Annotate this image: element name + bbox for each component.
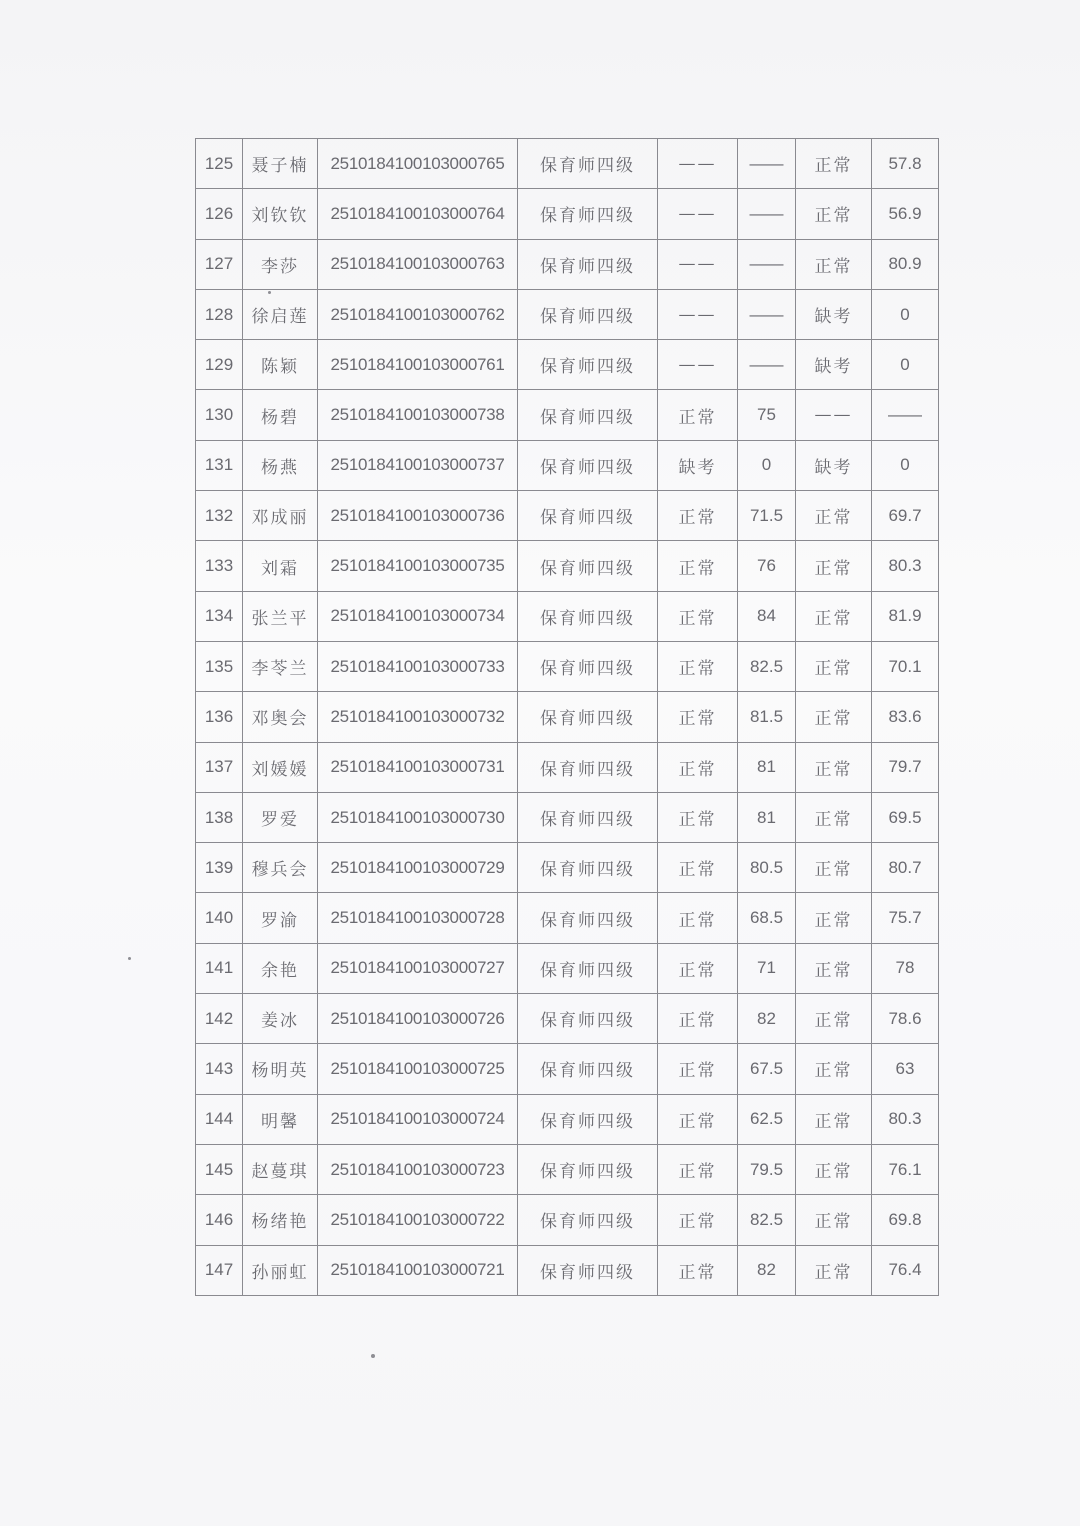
candidate-name: 杨燕 <box>243 440 318 490</box>
theory-score: 84 <box>738 591 796 641</box>
skill-status: 正常 <box>796 1245 872 1295</box>
skill-score: 70.1 <box>872 641 939 691</box>
exam-level: 保育师四级 <box>518 189 658 239</box>
candidate-name: 邓成丽 <box>243 491 318 541</box>
row-number: 141 <box>196 943 243 993</box>
row-number: 143 <box>196 1044 243 1094</box>
theory-score: 82.5 <box>738 641 796 691</box>
skill-status: 正常 <box>796 189 872 239</box>
row-number: 142 <box>196 994 243 1044</box>
row-number: 146 <box>196 1195 243 1245</box>
table-row <box>196 994 939 1044</box>
theory-score: 82.5 <box>738 1195 796 1245</box>
theory-score: 76 <box>738 541 796 591</box>
skill-status: 正常 <box>796 239 872 289</box>
table-row <box>196 1144 939 1194</box>
skill-score: 69.7 <box>872 491 939 541</box>
row-number: 140 <box>196 893 243 943</box>
candidate-id: 2510184100103000733 <box>318 641 518 691</box>
candidate-id: 2510184100103000762 <box>318 289 518 339</box>
skill-status: 正常 <box>796 742 872 792</box>
table-row <box>196 742 939 792</box>
theory-score: 79.5 <box>738 1144 796 1194</box>
candidate-name: 聂子楠 <box>243 139 318 189</box>
candidate-name: 陈颖 <box>243 340 318 390</box>
theory-status: 正常 <box>658 591 738 641</box>
skill-status: 正常 <box>796 893 872 943</box>
candidate-name: 孙丽虹 <box>243 1245 318 1295</box>
skill-score: 80.7 <box>872 843 939 893</box>
candidate-id: 2510184100103000724 <box>318 1094 518 1144</box>
scan-speck <box>268 291 271 294</box>
theory-status: 正常 <box>658 1094 738 1144</box>
skill-score: 80.9 <box>872 239 939 289</box>
candidate-name: 刘霜 <box>243 541 318 591</box>
exam-level: 保育师四级 <box>518 641 658 691</box>
exam-level: 保育师四级 <box>518 440 658 490</box>
candidate-name: 杨绪艳 <box>243 1195 318 1245</box>
theory-score: 81 <box>738 792 796 842</box>
exam-level: 保育师四级 <box>518 289 658 339</box>
skill-status: 正常 <box>796 1094 872 1144</box>
table-row <box>196 491 939 541</box>
table-row <box>196 189 939 239</box>
candidate-id: 2510184100103000735 <box>318 541 518 591</box>
theory-score: 0 <box>738 440 796 490</box>
exam-level: 保育师四级 <box>518 239 658 289</box>
candidate-id: 2510184100103000734 <box>318 591 518 641</box>
table-row <box>196 843 939 893</box>
exam-level: 保育师四级 <box>518 541 658 591</box>
theory-status: 正常 <box>658 1044 738 1094</box>
candidate-name: 姜冰 <box>243 994 318 1044</box>
theory-score: 62.5 <box>738 1094 796 1144</box>
exam-level: 保育师四级 <box>518 994 658 1044</box>
theory-score: 82 <box>738 1245 796 1295</box>
skill-status: 缺考 <box>796 340 872 390</box>
theory-status: 正常 <box>658 742 738 792</box>
exam-level: 保育师四级 <box>518 390 658 440</box>
skill-status: 正常 <box>796 491 872 541</box>
skill-score: 79.7 <box>872 742 939 792</box>
theory-status: 正常 <box>658 1144 738 1194</box>
skill-status: 正常 <box>796 843 872 893</box>
candidate-id: 2510184100103000765 <box>318 139 518 189</box>
theory-status: 正常 <box>658 994 738 1044</box>
skill-score: 63 <box>872 1044 939 1094</box>
table-row <box>196 541 939 591</box>
skill-score: 57.8 <box>872 139 939 189</box>
table-row <box>196 239 939 289</box>
table-row <box>196 139 939 189</box>
skill-status: 正常 <box>796 994 872 1044</box>
exam-level: 保育师四级 <box>518 491 658 541</box>
row-number: 128 <box>196 289 243 339</box>
exam-level: 保育师四级 <box>518 340 658 390</box>
skill-score: 0 <box>872 440 939 490</box>
theory-score: 81 <box>738 742 796 792</box>
row-number: 147 <box>196 1245 243 1295</box>
candidate-name: 杨明英 <box>243 1044 318 1094</box>
candidate-id: 2510184100103000727 <box>318 943 518 993</box>
table-row <box>196 1044 939 1094</box>
candidate-id: 2510184100103000764 <box>318 189 518 239</box>
theory-status: 正常 <box>658 843 738 893</box>
theory-status: —— <box>658 139 738 189</box>
candidate-name: 刘媛媛 <box>243 742 318 792</box>
table-row <box>196 641 939 691</box>
row-number: 136 <box>196 692 243 742</box>
skill-status: 正常 <box>796 641 872 691</box>
row-number: 139 <box>196 843 243 893</box>
table-row <box>196 340 939 390</box>
scan-speck <box>371 1354 375 1358</box>
theory-status: —— <box>658 340 738 390</box>
table-row <box>196 893 939 943</box>
theory-score: —— <box>738 139 796 189</box>
theory-score: 71.5 <box>738 491 796 541</box>
skill-status: 正常 <box>796 591 872 641</box>
theory-status: —— <box>658 239 738 289</box>
candidate-name: 李莎 <box>243 239 318 289</box>
exam-level: 保育师四级 <box>518 692 658 742</box>
candidate-id: 2510184100103000736 <box>318 491 518 541</box>
exam-level: 保育师四级 <box>518 742 658 792</box>
score-table <box>195 138 939 1296</box>
row-number: 145 <box>196 1144 243 1194</box>
table-row <box>196 792 939 842</box>
candidate-name: 罗爱 <box>243 792 318 842</box>
skill-score: 69.5 <box>872 792 939 842</box>
candidate-name: 穆兵会 <box>243 843 318 893</box>
exam-level: 保育师四级 <box>518 1094 658 1144</box>
theory-score: —— <box>738 289 796 339</box>
candidate-id: 2510184100103000730 <box>318 792 518 842</box>
skill-score: 75.7 <box>872 893 939 943</box>
theory-status: 正常 <box>658 541 738 591</box>
row-number: 129 <box>196 340 243 390</box>
exam-level: 保育师四级 <box>518 792 658 842</box>
table-row <box>196 692 939 742</box>
candidate-id: 2510184100103000731 <box>318 742 518 792</box>
skill-status: 缺考 <box>796 440 872 490</box>
table-row <box>196 440 939 490</box>
theory-status: 正常 <box>658 893 738 943</box>
skill-score: —— <box>872 390 939 440</box>
candidate-id: 2510184100103000732 <box>318 692 518 742</box>
table-row <box>196 1094 939 1144</box>
exam-level: 保育师四级 <box>518 893 658 943</box>
skill-score: 83.6 <box>872 692 939 742</box>
theory-score: 81.5 <box>738 692 796 742</box>
candidate-name: 徐启莲 <box>243 289 318 339</box>
candidate-name: 余艳 <box>243 943 318 993</box>
theory-score: —— <box>738 239 796 289</box>
skill-status: 正常 <box>796 943 872 993</box>
exam-level: 保育师四级 <box>518 1144 658 1194</box>
skill-status: 正常 <box>796 792 872 842</box>
score-table-body <box>196 139 939 1296</box>
theory-status: —— <box>658 289 738 339</box>
skill-status: 正常 <box>796 139 872 189</box>
theory-score: 82 <box>738 994 796 1044</box>
table-row <box>196 390 939 440</box>
skill-score: 76.4 <box>872 1245 939 1295</box>
exam-level: 保育师四级 <box>518 1195 658 1245</box>
candidate-name: 明馨 <box>243 1094 318 1144</box>
row-number: 134 <box>196 591 243 641</box>
exam-level: 保育师四级 <box>518 591 658 641</box>
table-row <box>196 1245 939 1295</box>
candidate-name: 刘钦钦 <box>243 189 318 239</box>
skill-status: —— <box>796 390 872 440</box>
row-number: 126 <box>196 189 243 239</box>
candidate-id: 2510184100103000722 <box>318 1195 518 1245</box>
row-number: 127 <box>196 239 243 289</box>
theory-status: 正常 <box>658 792 738 842</box>
theory-score: 80.5 <box>738 843 796 893</box>
skill-score: 0 <box>872 289 939 339</box>
candidate-name: 张兰平 <box>243 591 318 641</box>
candidate-id: 2510184100103000763 <box>318 239 518 289</box>
candidate-id: 2510184100103000721 <box>318 1245 518 1295</box>
theory-status: —— <box>658 189 738 239</box>
candidate-id: 2510184100103000725 <box>318 1044 518 1094</box>
row-number: 125 <box>196 139 243 189</box>
row-number: 130 <box>196 390 243 440</box>
skill-status: 缺考 <box>796 289 872 339</box>
skill-status: 正常 <box>796 1144 872 1194</box>
skill-status: 正常 <box>796 692 872 742</box>
row-number: 144 <box>196 1094 243 1144</box>
theory-status: 正常 <box>658 390 738 440</box>
skill-score: 76.1 <box>872 1144 939 1194</box>
candidate-id: 2510184100103000737 <box>318 440 518 490</box>
exam-level: 保育师四级 <box>518 139 658 189</box>
skill-score: 69.8 <box>872 1195 939 1245</box>
table-row <box>196 289 939 339</box>
theory-status: 正常 <box>658 641 738 691</box>
row-number: 138 <box>196 792 243 842</box>
skill-score: 56.9 <box>872 189 939 239</box>
exam-level: 保育师四级 <box>518 943 658 993</box>
table-row <box>196 591 939 641</box>
theory-status: 正常 <box>658 943 738 993</box>
skill-score: 80.3 <box>872 1094 939 1144</box>
candidate-name: 杨碧 <box>243 390 318 440</box>
theory-status: 正常 <box>658 1195 738 1245</box>
candidate-id: 2510184100103000729 <box>318 843 518 893</box>
table-row <box>196 1195 939 1245</box>
row-number: 131 <box>196 440 243 490</box>
skill-score: 80.3 <box>872 541 939 591</box>
theory-score: —— <box>738 340 796 390</box>
row-number: 132 <box>196 491 243 541</box>
candidate-id: 2510184100103000726 <box>318 994 518 1044</box>
theory-status: 正常 <box>658 491 738 541</box>
candidate-name: 邓奥会 <box>243 692 318 742</box>
theory-score: —— <box>738 189 796 239</box>
skill-status: 正常 <box>796 541 872 591</box>
theory-score: 68.5 <box>738 893 796 943</box>
theory-score: 75 <box>738 390 796 440</box>
row-number: 135 <box>196 641 243 691</box>
scan-speck <box>128 957 131 960</box>
skill-status: 正常 <box>796 1195 872 1245</box>
candidate-name: 赵蔓琪 <box>243 1144 318 1194</box>
skill-score: 81.9 <box>872 591 939 641</box>
skill-score: 0 <box>872 340 939 390</box>
candidate-id: 2510184100103000723 <box>318 1144 518 1194</box>
candidate-id: 2510184100103000728 <box>318 893 518 943</box>
candidate-id: 2510184100103000761 <box>318 340 518 390</box>
theory-status: 正常 <box>658 692 738 742</box>
exam-level: 保育师四级 <box>518 1245 658 1295</box>
row-number: 133 <box>196 541 243 591</box>
candidate-name: 罗渝 <box>243 893 318 943</box>
table-row <box>196 943 939 993</box>
theory-score: 71 <box>738 943 796 993</box>
skill-score: 78.6 <box>872 994 939 1044</box>
candidate-name: 李苓兰 <box>243 641 318 691</box>
exam-level: 保育师四级 <box>518 1044 658 1094</box>
theory-status: 正常 <box>658 1245 738 1295</box>
theory-status: 缺考 <box>658 440 738 490</box>
skill-status: 正常 <box>796 1044 872 1094</box>
row-number: 137 <box>196 742 243 792</box>
skill-score: 78 <box>872 943 939 993</box>
theory-score: 67.5 <box>738 1044 796 1094</box>
exam-level: 保育师四级 <box>518 843 658 893</box>
candidate-id: 2510184100103000738 <box>318 390 518 440</box>
